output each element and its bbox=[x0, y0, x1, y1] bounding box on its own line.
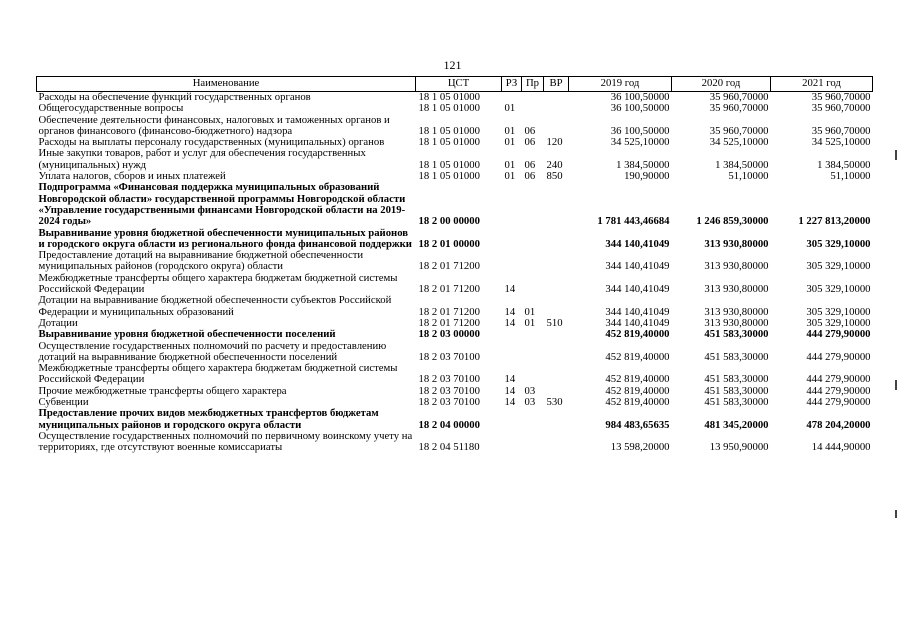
cell-vr bbox=[544, 273, 569, 296]
cell-2021: 305 329,10000 bbox=[806, 283, 871, 296]
cell-2021: 305 329,10000 bbox=[806, 305, 871, 318]
cell-2020: 451 583,30000 bbox=[704, 350, 769, 363]
cell-vr: 530 bbox=[546, 396, 563, 409]
cell-2021: 444 279,90000 bbox=[806, 396, 871, 409]
cell-pr bbox=[522, 228, 544, 251]
cell-vr bbox=[544, 329, 569, 340]
scan-edge-mark bbox=[895, 380, 897, 390]
cell-2019: 344 140,41049 bbox=[605, 305, 670, 318]
cell-2020: 313 930,80000 bbox=[704, 237, 769, 250]
cell-rz: 14 bbox=[504, 283, 516, 296]
cell-2020: 34 525,10000 bbox=[709, 136, 769, 149]
table-header-row bbox=[37, 77, 873, 92]
header-name: Наименование bbox=[37, 77, 416, 92]
cell-2021: 444 279,90000 bbox=[806, 384, 871, 397]
table-row bbox=[37, 273, 873, 296]
cell-2021: 51,10000 bbox=[830, 170, 871, 183]
header-2021: 2021 год bbox=[771, 77, 873, 92]
cell-pr bbox=[522, 329, 544, 340]
table-row bbox=[37, 182, 873, 227]
cell-pr bbox=[522, 103, 544, 114]
cell-2020: 481 345,20000 bbox=[704, 418, 769, 431]
cell-vr bbox=[544, 250, 569, 273]
cell-2021: 305 329,10000 bbox=[806, 237, 871, 250]
cell-2019: 13 598,20000 bbox=[610, 441, 670, 454]
cell-name: Межбюджетные трансферты общего характера бюджетам бюджетной системы Российской Федерации bbox=[38, 271, 398, 296]
cell-pr bbox=[522, 273, 544, 296]
cell-2019: 344 140,41049 bbox=[605, 237, 670, 250]
cell-2020: 313 930,80000 bbox=[704, 305, 769, 318]
cell-name: Предоставление прочих видов межбюджетных трансфертов бюджетам муниципальных районов и городского округа области bbox=[38, 407, 379, 431]
cell-vr: 120 bbox=[546, 136, 563, 149]
cell-2019: 452 819,40000 bbox=[605, 384, 670, 397]
cell-cst: 18 2 01 00000 bbox=[418, 237, 480, 250]
cell-2019: 1 384,50000 bbox=[616, 158, 670, 171]
cell-name: Дотации bbox=[38, 316, 78, 329]
cell-rz: 14 bbox=[504, 305, 516, 318]
cell-2019: 452 819,40000 bbox=[605, 350, 670, 363]
cell-2019: 452 819,40000 bbox=[605, 396, 670, 409]
cell-cst: 18 2 03 70100 bbox=[418, 373, 480, 386]
cell-2019: 36 100,50000 bbox=[610, 124, 670, 137]
cell-pr: 06 bbox=[524, 124, 536, 137]
scan-edge-mark bbox=[895, 510, 897, 518]
cell-cst: 18 1 05 01000 bbox=[418, 91, 480, 103]
cell-rz bbox=[502, 431, 522, 454]
table-row bbox=[37, 228, 873, 251]
cell-pr: 01 bbox=[524, 305, 536, 318]
cell-pr bbox=[522, 431, 544, 454]
cell-cst: 18 2 00 00000 bbox=[418, 215, 480, 228]
cell-2019: 1 781 443,46684 bbox=[597, 215, 670, 228]
cell-cst: 18 1 05 01000 bbox=[418, 158, 480, 171]
cell-vr bbox=[544, 115, 569, 138]
cell-vr bbox=[544, 341, 569, 364]
cell-rz: 01 bbox=[504, 102, 516, 115]
table-row bbox=[37, 341, 873, 364]
cell-2020: 1 384,50000 bbox=[715, 158, 769, 171]
header-2020: 2020 год bbox=[672, 77, 771, 92]
budget-table bbox=[36, 76, 873, 454]
cell-rz: 01 bbox=[504, 136, 516, 149]
cell-name: Иные закупки товаров, работ и услуг для обеспечения государственных (муниципальных) нужд bbox=[38, 147, 366, 171]
cell-2020: 451 583,30000 bbox=[704, 384, 769, 397]
cell-2019: 36 100,50000 bbox=[610, 91, 670, 103]
cell-2020: 451 583,30000 bbox=[704, 373, 769, 386]
cell-rz: 14 bbox=[504, 373, 516, 386]
table-row bbox=[37, 408, 873, 431]
cell-name: Прочие межбюджетные трансферты общего характера bbox=[38, 384, 287, 397]
cell-2021: 1 384,50000 bbox=[817, 158, 871, 171]
cell-name: Осуществление государственных полномочий по первичному воинскому учету на территориях, где отсутствуют военные комиссариаты bbox=[38, 429, 413, 454]
table-row bbox=[37, 103, 873, 114]
cell-2021: 1 227 813,20000 bbox=[798, 215, 871, 228]
cell-2020: 313 930,80000 bbox=[704, 316, 769, 329]
cell-name: Общегосударственные вопросы bbox=[38, 102, 184, 115]
cell-pr: 06 bbox=[524, 170, 536, 183]
cell-2021: 35 960,70000 bbox=[811, 91, 871, 103]
cell-2021: 35 960,70000 bbox=[811, 102, 871, 115]
cell-2020: 313 930,80000 bbox=[704, 260, 769, 273]
cell-rz bbox=[502, 228, 522, 251]
cell-vr bbox=[544, 363, 569, 386]
cell-rz: 01 bbox=[504, 170, 516, 183]
cell-2019: 190,90000 bbox=[624, 170, 670, 183]
cell-2021: 35 960,70000 bbox=[811, 124, 871, 137]
cell-2020: 13 950,90000 bbox=[709, 441, 769, 454]
cell-name: Расходы на выплаты персоналу государственных (муниципальных) органов bbox=[38, 136, 385, 149]
header-2019: 2019 год bbox=[569, 77, 672, 92]
table-row bbox=[37, 250, 873, 273]
cell-2020: 313 930,80000 bbox=[704, 283, 769, 296]
cell-pr bbox=[522, 408, 544, 431]
cell-cst: 18 1 05 01000 bbox=[418, 102, 480, 115]
table-row bbox=[37, 363, 873, 386]
cell-name: Подпрограмма «Финансовая поддержка муниципальных образований Новгородской области» государственной программы Новгородской области «Управление государственными финансами Новгородской области на 2019-2024 годы» bbox=[38, 181, 406, 228]
cell-vr bbox=[544, 182, 569, 227]
cell-pr bbox=[522, 341, 544, 364]
scan-edge-mark bbox=[895, 150, 897, 160]
cell-2019: 344 140,41049 bbox=[605, 283, 670, 296]
header-cst: ЦСТ bbox=[416, 77, 502, 92]
cell-name: Дотации на выравнивание бюджетной обеспеченности субъектов Российской Федерации и муниципальных образований bbox=[38, 294, 392, 318]
cell-rz: 01 bbox=[504, 158, 516, 171]
cell-cst: 18 2 04 00000 bbox=[418, 418, 480, 431]
cell-vr bbox=[544, 408, 569, 431]
cell-2020: 35 960,70000 bbox=[709, 102, 769, 115]
cell-name: Субвенции bbox=[38, 396, 89, 409]
cell-pr bbox=[522, 363, 544, 386]
cell-2019: 36 100,50000 bbox=[610, 102, 670, 115]
table-body bbox=[37, 92, 873, 454]
header-rz: РЗ bbox=[502, 77, 522, 92]
cell-rz bbox=[502, 329, 522, 340]
cell-2019: 984 483,65635 bbox=[605, 418, 670, 431]
cell-pr bbox=[522, 182, 544, 227]
cell-cst: 18 2 03 70100 bbox=[418, 384, 480, 397]
cell-2021: 478 204,20000 bbox=[806, 418, 871, 431]
cell-name: Расходы на обеспечение функций государственных органов bbox=[38, 91, 311, 103]
cell-rz bbox=[502, 182, 522, 227]
cell-vr bbox=[544, 228, 569, 251]
table-row bbox=[37, 329, 873, 340]
cell-2020: 1 246 859,30000 bbox=[696, 215, 769, 228]
cell-2021: 444 279,90000 bbox=[806, 373, 871, 386]
cell-2020: 35 960,70000 bbox=[709, 91, 769, 103]
cell-vr bbox=[544, 431, 569, 454]
cell-rz bbox=[502, 341, 522, 364]
cell-cst: 18 2 03 70100 bbox=[418, 396, 480, 409]
cell-pr bbox=[522, 92, 544, 104]
cell-2020: 51,10000 bbox=[728, 170, 769, 183]
table-row bbox=[37, 431, 873, 454]
cell-pr: 06 bbox=[524, 136, 536, 149]
cell-cst: 18 1 05 01000 bbox=[418, 124, 480, 137]
cell-rz: 14 bbox=[504, 384, 516, 397]
cell-cst: 18 1 05 01000 bbox=[418, 136, 480, 149]
cell-2019: 34 525,10000 bbox=[610, 136, 670, 149]
cell-2020: 451 583,30000 bbox=[704, 396, 769, 409]
cell-2019: 344 140,41049 bbox=[605, 316, 670, 329]
table-row bbox=[37, 295, 873, 318]
cell-vr bbox=[544, 92, 569, 104]
cell-2021: 34 525,10000 bbox=[811, 136, 871, 149]
cell-2021: 444 279,90000 bbox=[806, 328, 871, 341]
cell-2021: 14 444,90000 bbox=[811, 441, 871, 454]
cell-2021: 305 329,10000 bbox=[806, 260, 871, 273]
cell-cst: 18 2 01 71200 bbox=[418, 316, 480, 329]
header-pr: Пр bbox=[522, 77, 544, 92]
cell-name: Межбюджетные трансферты общего характера бюджетам бюджетной системы Российской Федерации bbox=[38, 362, 398, 386]
cell-name: Обеспечение деятельности финансовых, налоговых и таможенных органов и органов финансового (финансово-бюджетного) надзора bbox=[38, 113, 390, 137]
cell-rz bbox=[502, 250, 522, 273]
cell-vr bbox=[544, 295, 569, 318]
cell-cst: 18 2 01 71200 bbox=[418, 305, 480, 318]
cell-cst: 18 1 05 01000 bbox=[418, 170, 480, 183]
cell-cst: 18 2 04 51180 bbox=[418, 441, 480, 454]
cell-2019: 452 819,40000 bbox=[605, 328, 670, 341]
cell-rz: 01 bbox=[504, 124, 516, 137]
cell-pr bbox=[522, 250, 544, 273]
cell-vr: 240 bbox=[546, 158, 563, 171]
cell-2019: 344 140,41049 bbox=[605, 260, 670, 273]
cell-2020: 35 960,70000 bbox=[709, 124, 769, 137]
cell-name: Уплата налогов, сборов и иных платежей bbox=[38, 170, 226, 183]
table-row bbox=[37, 148, 873, 171]
cell-2021: 305 329,10000 bbox=[806, 316, 871, 329]
cell-name: Предоставление дотаций на выравнивание бюджетной обеспеченности муниципальных районов (городского округа) области bbox=[38, 249, 364, 273]
cell-name: Выравнивание уровня бюджетной обеспеченности поселений bbox=[38, 328, 336, 341]
cell-cst: 18 2 01 71200 bbox=[418, 260, 480, 273]
cell-vr: 510 bbox=[546, 316, 563, 329]
header-vr: ВР bbox=[544, 77, 569, 92]
cell-name: Осуществление государственных полномочий по расчету и предоставлению дотаций на выравнивание бюджетной обеспеченности поселений bbox=[38, 339, 387, 363]
cell-cst: 18 2 03 70100 bbox=[418, 350, 480, 363]
cell-pr: 01 bbox=[524, 316, 536, 329]
cell-2020: 451 583,30000 bbox=[704, 328, 769, 341]
cell-rz: 14 bbox=[504, 316, 516, 329]
cell-rz bbox=[502, 408, 522, 431]
cell-vr bbox=[544, 103, 569, 114]
cell-2019: 452 819,40000 bbox=[605, 373, 670, 386]
cell-2021: 444 279,90000 bbox=[806, 350, 871, 363]
cell-name: Выравнивание уровня бюджетной обеспеченности муниципальных районов и городского округа области из регионального фонда финансовой поддержки bbox=[38, 226, 412, 250]
cell-cst: 18 2 01 71200 bbox=[418, 283, 480, 296]
cell-pr: 03 bbox=[524, 384, 536, 397]
cell-rz: 14 bbox=[504, 396, 516, 409]
page-number: 121 bbox=[443, 58, 462, 72]
cell-pr: 06 bbox=[524, 158, 536, 171]
cell-cst: 18 2 03 00000 bbox=[418, 328, 480, 341]
cell-pr: 03 bbox=[524, 396, 536, 409]
table-row bbox=[37, 115, 873, 138]
cell-vr: 850 bbox=[546, 170, 563, 183]
